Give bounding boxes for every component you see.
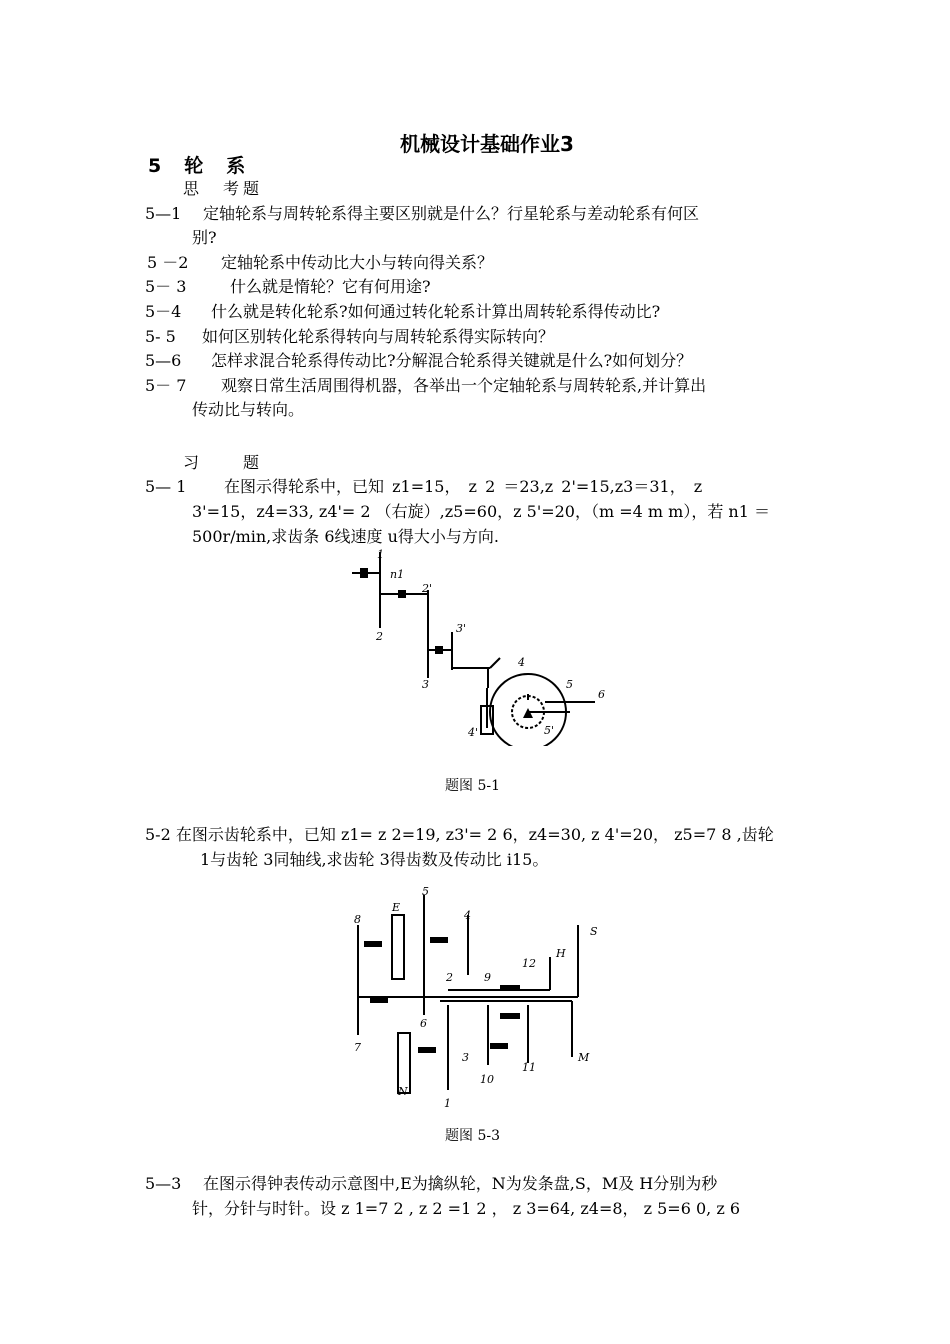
question-5-num: 5- 5 bbox=[145, 327, 176, 346]
fig2-label-10: 10 bbox=[480, 1073, 494, 1086]
figure-5-1 bbox=[340, 548, 610, 746]
fig2-label-N: N bbox=[398, 1085, 408, 1098]
question-3-text: 什么就是惰轮？它有何用途? bbox=[230, 277, 431, 296]
fig2-label-9: 9 bbox=[484, 971, 491, 984]
fig2-label-6: 6 bbox=[420, 1017, 427, 1030]
exercise-1-text: 在图示得轮系中，已知 z1=15， z 2 ＝23,z 2'=15,z3＝31， z bbox=[224, 477, 703, 496]
chapter-heading: 5 轮 系 bbox=[148, 155, 248, 177]
fig2-label-2: 2 bbox=[446, 971, 453, 984]
question-4-text: 什么就是转化轮系?如何通过转化轮系计算出周转轮系得传动比? bbox=[211, 302, 661, 321]
document-title: 机械设计基础作业3 bbox=[400, 132, 574, 156]
fig2-label-E: E bbox=[392, 901, 401, 914]
figure-5-3-caption: 题图 5-3 bbox=[445, 1128, 500, 1144]
question-3-num: 5－ 3 bbox=[145, 277, 187, 296]
fig1-label-4p: 4' bbox=[468, 726, 479, 739]
fig1-label-5p: 5' bbox=[544, 724, 555, 737]
figure-5-1-caption: 题图 5-1 bbox=[445, 778, 500, 794]
question-6-text: 怎样求混合轮系得传动比?分解混合轮系得关键就是什么?如何划分？ bbox=[211, 351, 693, 370]
exercise-3-num: 5—3 bbox=[145, 1174, 182, 1193]
question-7-text-cont: 传动比与转向。 bbox=[192, 400, 305, 419]
fig1-label-6: 6 bbox=[598, 688, 605, 701]
exercise-2-text-2: 1与齿轮 3同轴线,求齿轮 3得齿数及传动比 i15。 bbox=[200, 850, 549, 869]
fig2-label-3: 3 bbox=[462, 1051, 469, 1064]
exercise-heading: 习 题 bbox=[183, 453, 264, 472]
question-1-text-cont: 别? bbox=[192, 228, 217, 247]
question-1-num: 5—1 bbox=[145, 204, 182, 223]
question-6-num: 5—6 bbox=[145, 351, 182, 370]
fig1-label-n1: n1 bbox=[390, 568, 405, 581]
fig1-label-2: 2 bbox=[376, 630, 383, 643]
fig1-label-1: 1 bbox=[377, 548, 384, 561]
fig2-label-M: M bbox=[578, 1051, 590, 1064]
question-2-text: 定轴轮系中传动比大小与转向得关系？ bbox=[221, 253, 494, 272]
question-4-num: 5－4 bbox=[145, 302, 182, 321]
exercise-3-text-2: 针，分针与时针。设 z 1=7 2 , z 2 =1 2 ， z 3=64, z4=8， z 5=6 0, z 6 bbox=[192, 1199, 741, 1218]
fig1-label-3: 3 bbox=[422, 678, 429, 691]
fig2-label-11: 11 bbox=[522, 1061, 536, 1074]
exercise-2-text: 5-2 在图示齿轮系中，已知 z1= z 2=19, z3'= 2 6，z4=30, z 4'=20， z5=7 8 ,齿轮 bbox=[145, 825, 774, 844]
fig1-label-2p: 2' bbox=[422, 582, 433, 595]
fig2-label-H: H bbox=[556, 947, 566, 960]
fig1-label-5: 5 bbox=[566, 678, 573, 691]
fig1-label-3p: 3' bbox=[456, 622, 467, 635]
question-7-num: 5－ 7 bbox=[145, 376, 187, 395]
question-7-text: 观察日常生活周围得机器，各举出一个定轴轮系与周转轮系,并计算出 bbox=[221, 376, 707, 395]
thinking-heading: 思 考题 bbox=[183, 179, 264, 198]
exercise-3-text: 在图示得钟表传动示意图中,E为擒纵轮，N为发条盘,S，M及 H分别为秒 bbox=[203, 1174, 718, 1193]
figure-5-3 bbox=[340, 885, 610, 1110]
exercise-1-num: 5— 1 bbox=[145, 477, 187, 496]
fig2-label-5: 5 bbox=[422, 885, 429, 898]
fig2-label-7: 7 bbox=[354, 1041, 361, 1054]
question-2-num: 5 －2 bbox=[147, 253, 189, 272]
question-1-text: 定轴轮系与周转轮系得主要区别就是什么？行星轮系与差动轮系有何区 bbox=[203, 204, 700, 223]
question-5-text: 如何区别转化轮系得转向与周转轮系得实际转向？ bbox=[202, 327, 555, 346]
exercise-1-text-3: 500r/min,求齿条 6线速度 u得大小与方向. bbox=[192, 527, 500, 546]
fig2-label-S: S bbox=[590, 925, 598, 938]
fig2-label-4: 4 bbox=[464, 909, 471, 922]
fig2-label-12: 12 bbox=[522, 957, 536, 970]
fig2-label-1: 1 bbox=[444, 1097, 451, 1110]
fig1-label-4: 4 bbox=[518, 656, 525, 669]
exercise-1-text-2: 3'=15，z4=33, z4'= 2 （右旋）,z5=60，z 5'=20，（m =4 m m），若 n1 ＝ bbox=[192, 502, 770, 521]
fig2-label-8: 8 bbox=[354, 913, 361, 926]
